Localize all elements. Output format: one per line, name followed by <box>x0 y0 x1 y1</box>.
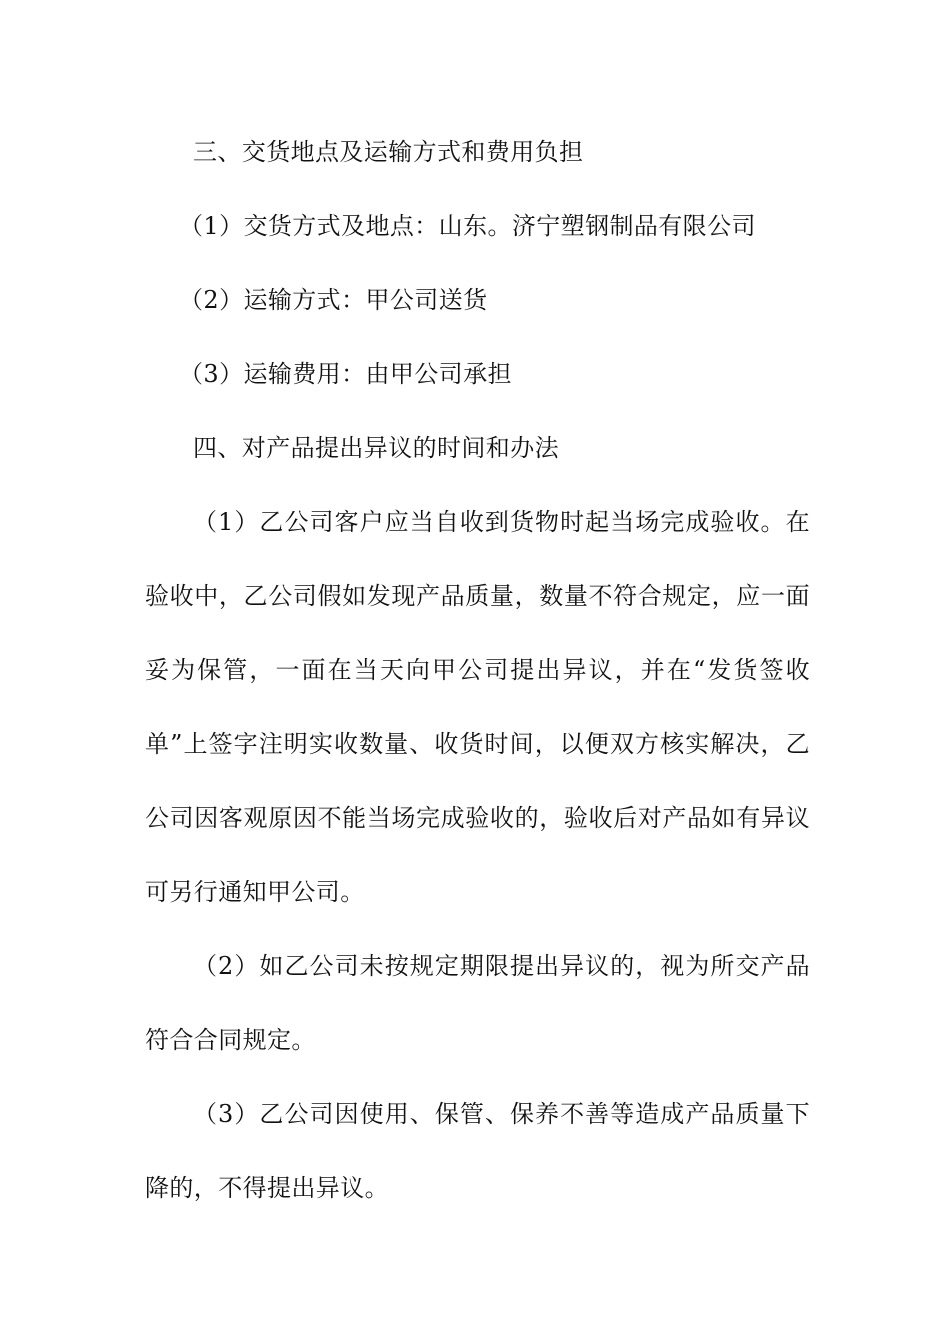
section-3-item-1: （1）交货方式及地点：山东。济宁塑钢制品有限公司 <box>179 212 756 240</box>
section-3-item-3: （3）运输费用：由甲公司承担 <box>179 360 512 388</box>
section-4-heading: 四、对产品提出异议的时间和办法 <box>193 434 559 462</box>
section-4-item-1: （1）乙公司客户应当自收到货物时起当场完成验收。在验收中，乙公司假如发现产品质量，数量不符合规定，应一面妥为保管，一面在当天向甲公司提出异议，并在“发货签收单”上签字注明实收数量、收货时间，以便双方核实解决，乙公司因客观原因不能当场完成验收的，验收后对产品如有异议可另行通知甲公司。 <box>145 508 810 906</box>
document-body <box>145 115 810 1225</box>
section-3-heading: 三、交货地点及运输方式和费用负担 <box>193 138 584 166</box>
section-3-item-2: （2）运输方式：甲公司送货 <box>179 286 488 314</box>
section-4-item-3: （3）乙公司因使用、保管、保养不善等造成产品质量下降的，不得提出异议。 <box>145 1100 810 1202</box>
section-4-item-2: （2）如乙公司未按规定期限提出异议的，视为所交产品符合合同规定。 <box>145 952 810 1054</box>
